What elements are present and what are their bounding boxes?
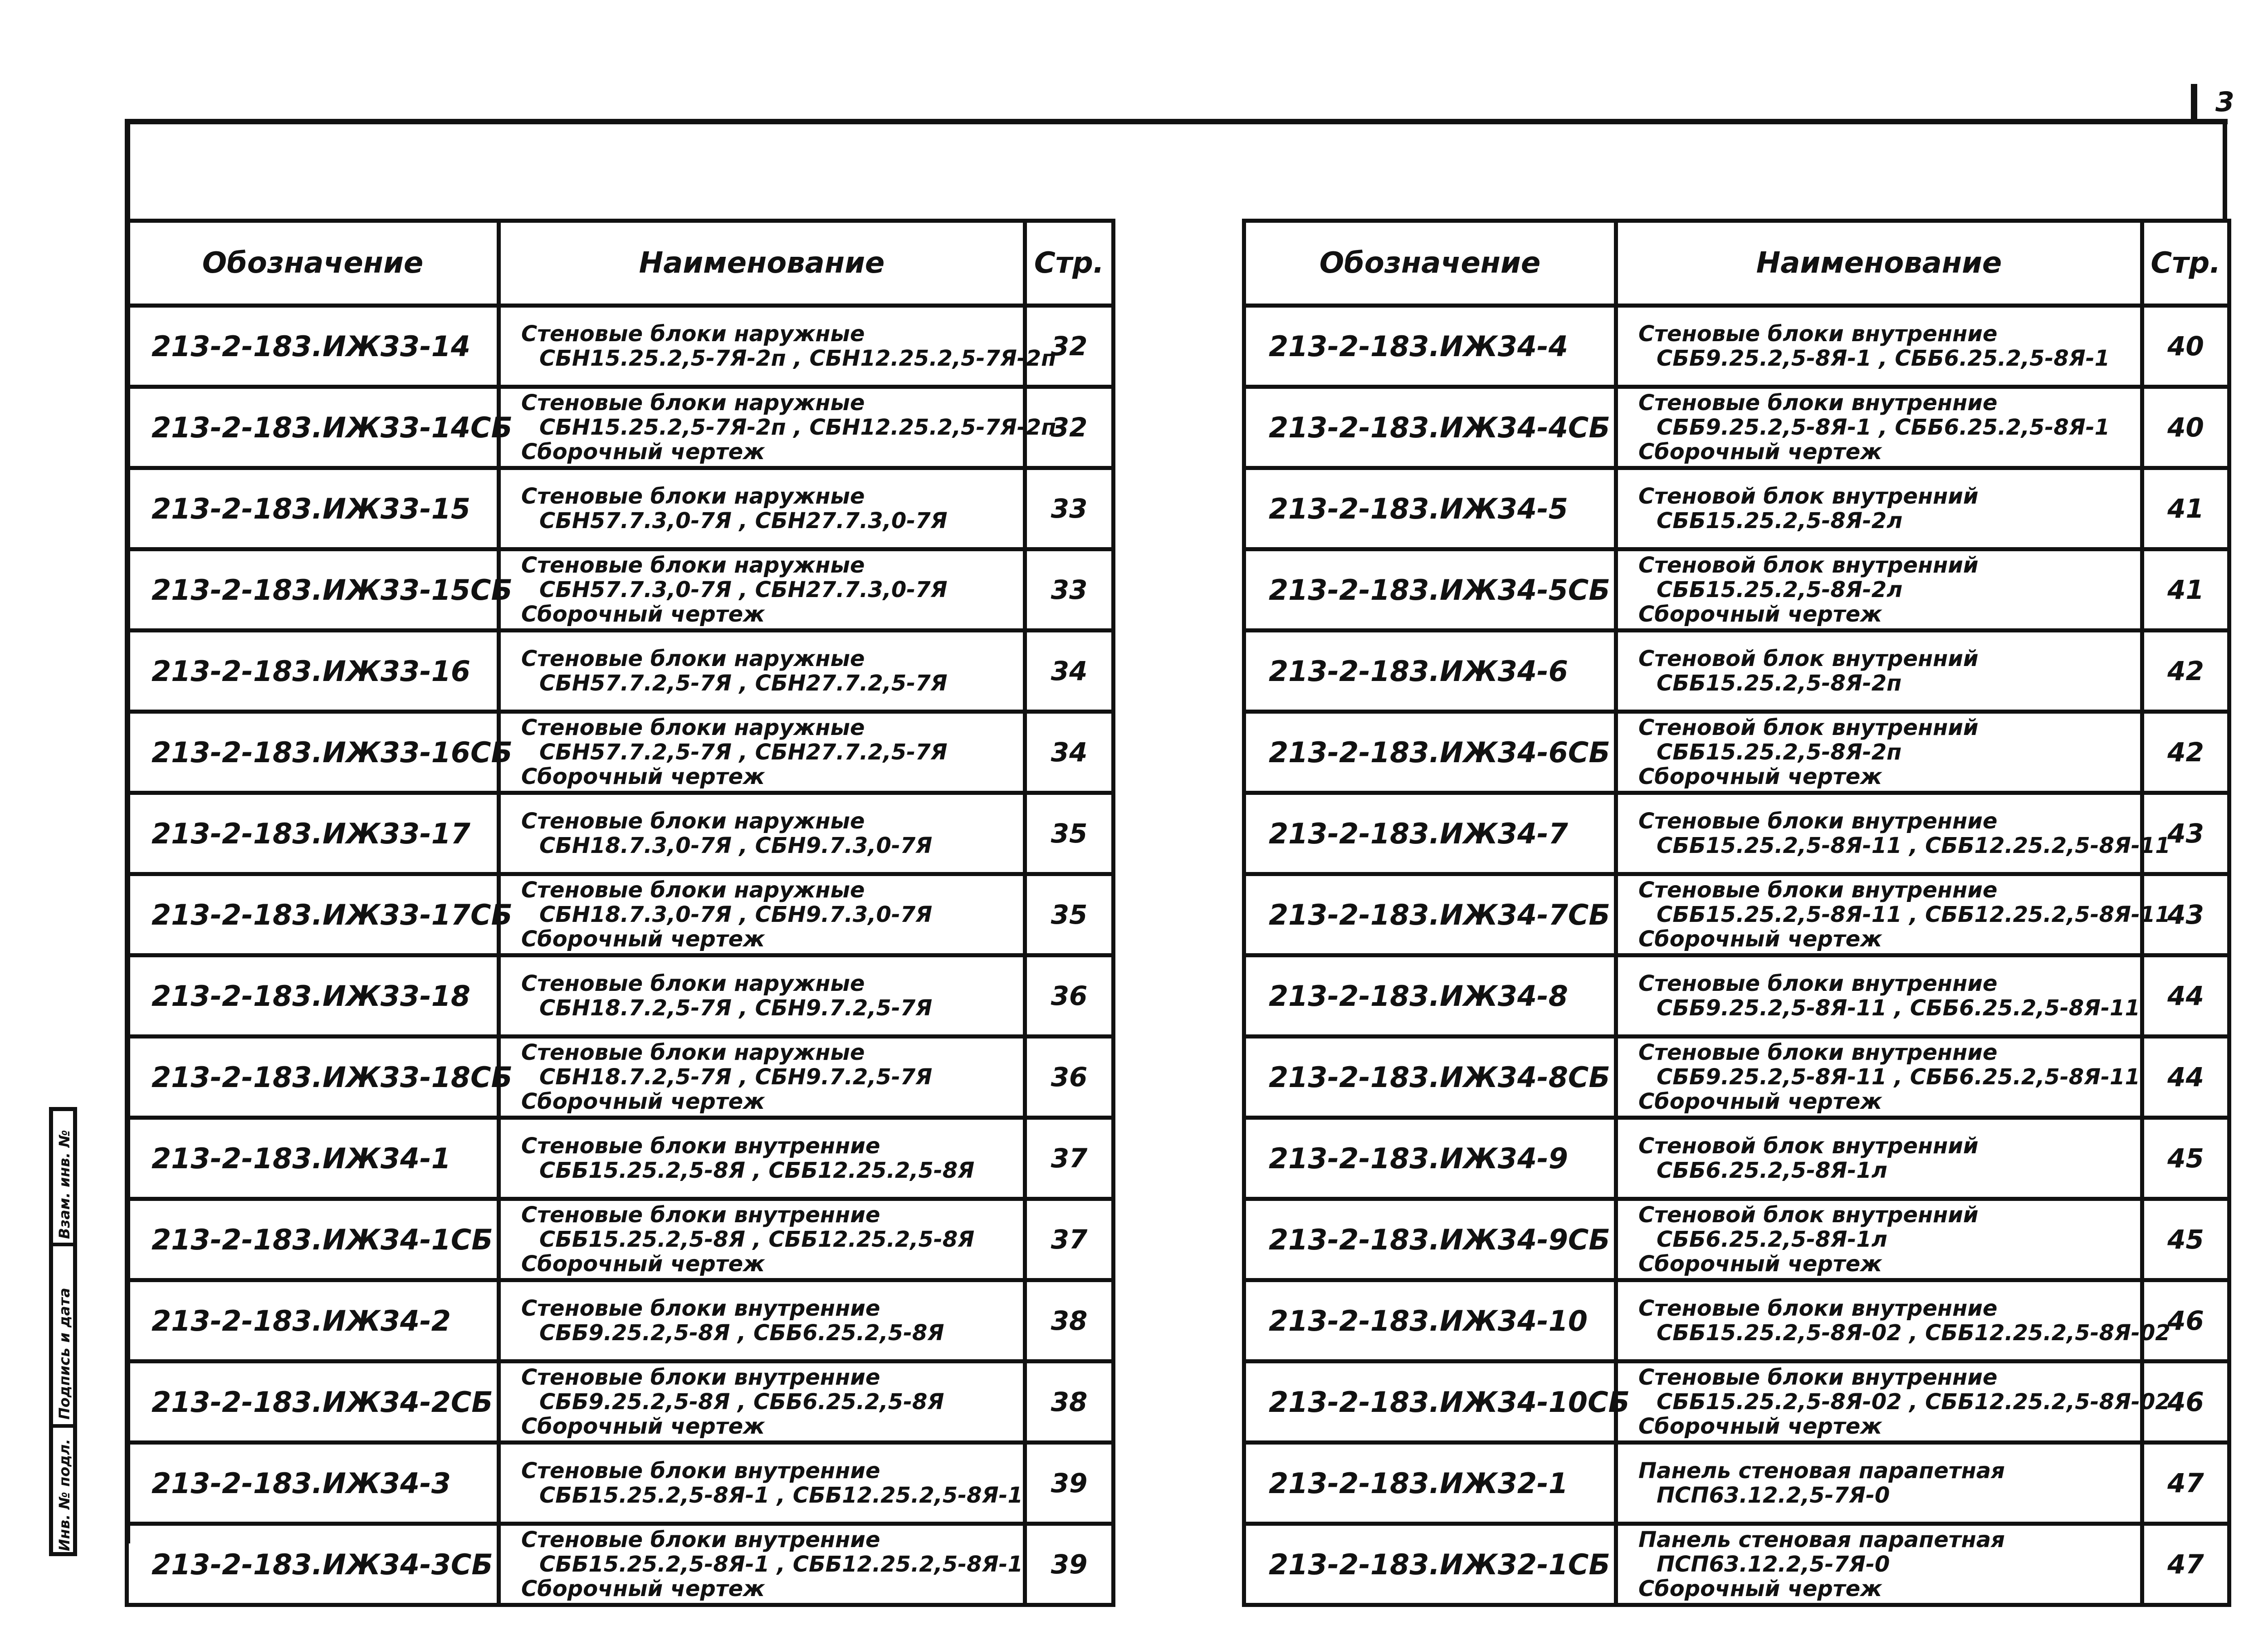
name-line: Стеновые блоки наружные: [521, 646, 865, 671]
name-line: Стеновой блок внутренний: [1638, 553, 1979, 578]
name-cell: [1616, 387, 2142, 468]
name-cell: [499, 712, 1025, 793]
name-line: СБН18.7.3,0-7Я , СБН9.7.3,0-7Я: [539, 833, 933, 858]
table-row: [1244, 387, 2229, 468]
name-cell: [1616, 1199, 2142, 1280]
side-stamp: [49, 1107, 77, 1556]
designation-cell: 213-2-183.ИЖ32-1СБ: [1244, 1524, 1616, 1605]
designation-cell: 213-2-183.ИЖ34-4СБ: [1244, 387, 1616, 468]
name-line: Стеновые блоки внутренние: [1638, 877, 1998, 903]
table-row: [127, 387, 1114, 468]
table-row: [127, 631, 1114, 712]
name-cell: [1616, 1524, 2142, 1605]
name-line: Стеновые блоки наружные: [521, 715, 865, 740]
table-row: [1244, 1118, 2229, 1199]
name-line: СББ15.25.2,5-8Я-02 , СББ12.25.2,5-8Я-02: [1657, 1389, 2170, 1415]
name-line: СББ15.25.2,5-8Я-1 , СББ12.25.2,5-8Я-1: [539, 1552, 1023, 1577]
name-cell: [499, 1443, 1025, 1524]
name-line: Стеновые блоки внутренние: [521, 1365, 880, 1390]
name-line: СБН15.25.2,5-7Я-2п , СБН12.25.2,5-7Я-2п: [539, 415, 1056, 440]
name-line: Стеновые блоки внутренние: [521, 1202, 880, 1228]
name-line: СББ15.25.2,5-8Я-02 , СББ12.25.2,5-8Я-02: [1657, 1320, 2170, 1346]
page-cell: 42: [2142, 712, 2229, 793]
page-cell: 36: [1025, 955, 1114, 1037]
designation-cell: 213-2-183.ИЖ33-16: [127, 631, 499, 712]
page-cell: 46: [2142, 1280, 2229, 1362]
name-line: Стеновые блоки внутренние: [1638, 808, 1998, 834]
page-cell: 43: [2142, 874, 2229, 955]
designation-cell: 213-2-183.ИЖ34-6СБ: [1244, 712, 1616, 793]
name-line: СБН57.7.3,0-7Я , СБН27.7.3,0-7Я: [539, 577, 948, 602]
table-row: [1244, 1524, 2229, 1605]
page-cell: 40: [2142, 387, 2229, 468]
name-line: Сборочный чертеж: [1638, 764, 1882, 789]
name-line: СББ15.25.2,5-8Я-2п: [1657, 740, 1902, 765]
designation-cell: 213-2-183.ИЖ34-5СБ: [1244, 549, 1616, 631]
header-page: Стр.: [1025, 221, 1114, 306]
name-cell: [1616, 874, 2170, 955]
table-row: [127, 549, 1114, 631]
table-row: [1244, 631, 2229, 712]
page-cell: 42: [2142, 631, 2229, 712]
designation-cell: 213-2-183.ИЖ34-7СБ: [1244, 874, 1616, 955]
name-line: Сборочный чертеж: [1638, 926, 1882, 952]
page-cell: 45: [2142, 1118, 2229, 1199]
designation-cell: 213-2-183.ИЖ34-2: [127, 1280, 499, 1362]
name-line: Сборочный чертеж: [521, 764, 765, 789]
right-table: [1242, 219, 2231, 1607]
page-cell: 46: [2142, 1362, 2229, 1443]
designation-cell: 213-2-183.ИЖ33-14: [127, 306, 499, 387]
designation-cell: 213-2-183.ИЖ34-6: [1244, 631, 1616, 712]
page-cell: 44: [2142, 955, 2229, 1037]
frame-right-edge: [2223, 119, 2227, 219]
page-cell: 34: [1025, 712, 1114, 793]
page-cell: 39: [1025, 1524, 1114, 1605]
name-cell: [499, 874, 1025, 955]
right-header-row: [1244, 221, 2229, 306]
designation-cell: 213-2-183.ИЖ34-1СБ: [127, 1199, 499, 1280]
name-line: Стеновые блоки внутренние: [1638, 1040, 1998, 1065]
name-line: Стеновой блок внутренний: [1638, 1133, 1979, 1159]
table-row: [1244, 955, 2229, 1037]
page-cell: 38: [1025, 1362, 1114, 1443]
page-cell: 37: [1025, 1199, 1114, 1280]
page-cell: 35: [1025, 793, 1114, 874]
page-cell: 44: [2142, 1037, 2229, 1118]
designation-cell: 213-2-183.ИЖ34-9: [1244, 1118, 1616, 1199]
name-cell: [499, 955, 1025, 1037]
name-line: Сборочный чертеж: [1638, 1089, 1882, 1114]
page-cell: 33: [1025, 549, 1114, 631]
name-line: Стеновые блоки внутренние: [521, 1527, 880, 1553]
name-line: Сборочный чертеж: [521, 602, 765, 627]
name-line: Стеновой блок внутренний: [1638, 715, 1979, 740]
name-line: СББ9.25.2,5-8Я-11 , СББ6.25.2,5-8Я-11: [1657, 1064, 2140, 1090]
name-cell: [1616, 793, 2170, 874]
name-cell: [1616, 1118, 2142, 1199]
table-row: [127, 874, 1114, 955]
name-line: СББ9.25.2,5-8Я-11 , СББ6.25.2,5-8Я-11: [1657, 995, 2140, 1021]
name-line: Сборочный чертеж: [521, 439, 765, 465]
name-line: Стеновые блоки внутренние: [521, 1458, 880, 1484]
name-cell: [1616, 631, 2142, 712]
page-cell: 32: [1025, 387, 1114, 468]
stamp-divider: [53, 1424, 73, 1428]
name-cell: [1616, 306, 2142, 387]
table-row: [1244, 1362, 2229, 1443]
name-line: СБН57.7.2,5-7Я , СБН27.7.2,5-7Я: [539, 671, 948, 696]
name-line: Стеновой блок внутренний: [1638, 484, 1979, 509]
table-row: [1244, 874, 2229, 955]
designation-cell: 213-2-183.ИЖ34-2СБ: [127, 1362, 499, 1443]
name-cell: [1616, 468, 2142, 549]
designation-cell: 213-2-183.ИЖ33-14СБ: [127, 387, 499, 468]
header-page: Стр.: [2142, 221, 2229, 306]
designation-cell: 213-2-183.ИЖ34-8СБ: [1244, 1037, 1616, 1118]
name-cell: [1616, 955, 2142, 1037]
name-line: ПСП63.12.2,5-7Я-0: [1657, 1552, 1890, 1577]
name-line: СББ6.25.2,5-8Я-1л: [1657, 1227, 1887, 1252]
page-cell: 47: [2142, 1524, 2229, 1605]
page-cell: 47: [2142, 1443, 2229, 1524]
name-line: СБН57.7.2,5-7Я , СБН27.7.2,5-7Я: [539, 740, 948, 765]
name-line: СББ15.25.2,5-8Я-2л: [1657, 508, 1903, 534]
name-line: Сборочный чертеж: [521, 1089, 765, 1114]
table-row: [127, 1524, 1114, 1605]
name-line: Сборочный чертеж: [521, 1414, 765, 1439]
stamp-sign-date: Подпись и дата: [56, 1288, 73, 1420]
header-name: Наименование: [1616, 221, 2142, 306]
table-row: [127, 1443, 1114, 1524]
name-line: Стеновые блоки наружные: [521, 971, 865, 996]
table-row: [1244, 1037, 2229, 1118]
name-line: Стеновые блоки внутренние: [1638, 1365, 1998, 1390]
table-row: [1244, 712, 2229, 793]
name-line: Панель стеновая парапетная: [1638, 1458, 2005, 1484]
designation-cell: 213-2-183.ИЖ34-1: [127, 1118, 499, 1199]
name-line: Стеновой блок внутренний: [1638, 646, 1979, 671]
table-row: [1244, 468, 2229, 549]
designation-cell: 213-2-183.ИЖ34-3СБ: [127, 1524, 499, 1605]
table-row: [127, 1362, 1114, 1443]
stamp-inv-no: Инв. № подл.: [56, 1439, 73, 1551]
name-line: Стеновые блоки внутренние: [1638, 971, 1998, 996]
designation-cell: 213-2-183.ИЖ33-17СБ: [127, 874, 499, 955]
designation-cell: 213-2-183.ИЖ34-5: [1244, 468, 1616, 549]
designation-cell: 213-2-183.ИЖ34-3: [127, 1443, 499, 1524]
table-row: [127, 1199, 1114, 1280]
name-line: Сборочный чертеж: [1638, 1251, 1882, 1277]
page-cell: 45: [2142, 1199, 2229, 1280]
name-line: СББ15.25.2,5-8Я , СББ12.25.2,5-8Я: [539, 1227, 975, 1252]
page-cell: 43: [2142, 793, 2229, 874]
name-line: СББ9.25.2,5-8Я-1 , СББ6.25.2,5-8Я-1: [1657, 346, 2110, 371]
name-cell: [1616, 1362, 2170, 1443]
name-line: Стеновой блок внутренний: [1638, 1202, 1979, 1228]
table-row: [127, 468, 1114, 549]
name-line: СБН18.7.2,5-7Я , СБН9.7.2,5-7Я: [539, 995, 933, 1021]
name-line: СБН18.7.2,5-7Я , СБН9.7.2,5-7Я: [539, 1064, 933, 1090]
page-cell: 37: [1025, 1118, 1114, 1199]
page-cell: 41: [2142, 468, 2229, 549]
header-name: Наименование: [499, 221, 1025, 306]
name-line: СБН57.7.3,0-7Я , СБН27.7.3,0-7Я: [539, 508, 948, 534]
page-cell: 34: [1025, 631, 1114, 712]
name-line: ПСП63.12.2,5-7Я-0: [1657, 1483, 1890, 1508]
designation-cell: 213-2-183.ИЖ32-1: [1244, 1443, 1616, 1524]
name-line: Сборочный чертеж: [521, 1251, 765, 1277]
name-line: Стеновые блоки наружные: [521, 1040, 865, 1065]
name-cell: [1616, 1037, 2142, 1118]
name-line: СББ9.25.2,5-8Я , СББ6.25.2,5-8Я: [539, 1389, 944, 1415]
page-cell: 39: [1025, 1443, 1114, 1524]
designation-cell: 213-2-183.ИЖ34-9СБ: [1244, 1199, 1616, 1280]
table-row: [1244, 1443, 2229, 1524]
name-line: СББ9.25.2,5-8Я , СББ6.25.2,5-8Я: [539, 1320, 944, 1346]
name-line: СББ6.25.2,5-8Я-1л: [1657, 1158, 1887, 1183]
designation-cell: 213-2-183.ИЖ34-7: [1244, 793, 1616, 874]
left-header-row: [127, 221, 1114, 306]
name-cell: [499, 1118, 1025, 1199]
name-cell: [499, 1362, 1025, 1443]
name-cell: [499, 387, 1056, 468]
designation-cell: 213-2-183.ИЖ34-10: [1244, 1280, 1616, 1362]
table-row: [1244, 793, 2229, 874]
name-line: Сборочный чертеж: [521, 926, 765, 952]
name-line: СБН18.7.3,0-7Я , СБН9.7.3,0-7Я: [539, 902, 933, 927]
table-row: [127, 306, 1114, 387]
stamp-replace-inv: Взам. инв. №: [56, 1130, 73, 1239]
name-line: СББ15.25.2,5-8Я-2л: [1657, 577, 1903, 602]
table-row: [1244, 1280, 2229, 1362]
name-cell: [499, 306, 1056, 387]
name-line: Стеновые блоки наружные: [521, 484, 865, 509]
header-designation: Обозначение: [1244, 221, 1616, 306]
left-table-body: [127, 306, 1114, 1605]
table-row: [127, 793, 1114, 874]
name-line: СББ15.25.2,5-8Я-11 , СББ12.25.2,5-8Я-11: [1657, 833, 2170, 858]
table-row: [1244, 1199, 2229, 1280]
name-cell: [1616, 1443, 2142, 1524]
name-line: Стеновые блоки внутренние: [521, 1133, 880, 1159]
name-line: СББ15.25.2,5-8Я-2п: [1657, 671, 1902, 696]
designation-cell: 213-2-183.ИЖ33-18СБ: [127, 1037, 499, 1118]
name-cell: [499, 631, 1025, 712]
name-line: Сборочный чертеж: [1638, 602, 1882, 627]
table-row: [127, 1037, 1114, 1118]
designation-cell: 213-2-183.ИЖ33-18: [127, 955, 499, 1037]
name-cell: [499, 468, 1025, 549]
name-line: Стеновые блоки наружные: [521, 877, 865, 903]
designation-cell: 213-2-183.ИЖ34-10СБ: [1244, 1362, 1616, 1443]
designation-cell: 213-2-183.ИЖ33-15СБ: [127, 549, 499, 631]
name-line: Стеновые блоки наружные: [521, 390, 865, 416]
name-cell: [499, 1280, 1025, 1362]
table-row: [127, 712, 1114, 793]
name-line: Стеновые блоки внутренние: [1638, 1296, 1998, 1321]
name-line: Сборочный чертеж: [1638, 1414, 1882, 1439]
table-row: [127, 1118, 1114, 1199]
name-line: СББ15.25.2,5-8Я-1 , СББ12.25.2,5-8Я-1: [539, 1483, 1023, 1508]
name-line: СББ9.25.2,5-8Я-1 , СББ6.25.2,5-8Я-1: [1657, 415, 2110, 440]
name-line: СБН15.25.2,5-7Я-2п , СБН12.25.2,5-7Я-2п: [539, 346, 1056, 371]
page-cell: 41: [2142, 549, 2229, 631]
page-cell: 40: [2142, 306, 2229, 387]
name-cell: [499, 1524, 1025, 1605]
designation-cell: 213-2-183.ИЖ34-8: [1244, 955, 1616, 1037]
name-line: Сборочный чертеж: [521, 1576, 765, 1602]
designation-cell: 213-2-183.ИЖ33-16СБ: [127, 712, 499, 793]
name-line: Стеновые блоки наружные: [521, 553, 865, 578]
name-line: Сборочный чертеж: [1638, 439, 1882, 465]
page-cell: 38: [1025, 1280, 1114, 1362]
table-row: [1244, 306, 2229, 387]
name-line: СББ15.25.2,5-8Я , СББ12.25.2,5-8Я: [539, 1158, 975, 1183]
name-line: СББ15.25.2,5-8Я-11 , СББ12.25.2,5-8Я-11: [1657, 902, 2170, 927]
name-cell: [499, 793, 1025, 874]
name-line: Стеновые блоки наружные: [521, 321, 865, 347]
name-line: Панель стеновая парапетная: [1638, 1527, 2005, 1553]
header-designation: Обозначение: [127, 221, 499, 306]
name-line: Сборочный чертеж: [1638, 1576, 1882, 1602]
name-cell: [499, 549, 1025, 631]
name-line: Стеновые блоки внутренние: [1638, 321, 1998, 347]
name-cell: [1616, 712, 2142, 793]
page-cell: 35: [1025, 874, 1114, 955]
table-row: [1244, 549, 2229, 631]
name-cell: [499, 1037, 1025, 1118]
name-cell: [1616, 549, 2142, 631]
name-line: Стеновые блоки наружные: [521, 808, 865, 834]
table-row: [127, 1280, 1114, 1362]
name-cell: [499, 1199, 1025, 1280]
page-cell: 36: [1025, 1037, 1114, 1118]
page-cell: 33: [1025, 468, 1114, 549]
name-line: Стеновые блоки внутренние: [1638, 390, 1998, 416]
name-cell: [1616, 1280, 2170, 1362]
stamp-divider: [53, 1243, 73, 1246]
left-table: [125, 219, 1115, 1607]
page-cell: 32: [1025, 306, 1114, 387]
designation-cell: 213-2-183.ИЖ33-15: [127, 468, 499, 549]
designation-cell: 213-2-183.ИЖ33-17: [127, 793, 499, 874]
name-line: Стеновые блоки внутренние: [521, 1296, 880, 1321]
right-table-body: [1244, 306, 2229, 1605]
page-number: 3: [2191, 84, 2265, 120]
table-row: [127, 955, 1114, 1037]
designation-cell: 213-2-183.ИЖ34-4: [1244, 306, 1616, 387]
